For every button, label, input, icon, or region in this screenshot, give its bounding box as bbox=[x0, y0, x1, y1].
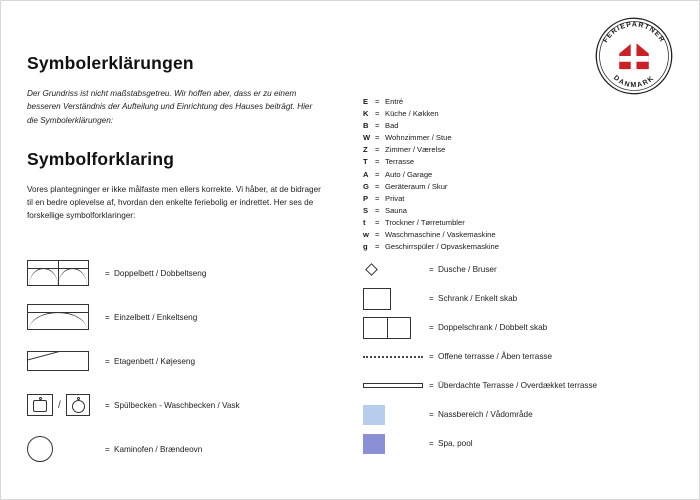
legend-equals: = bbox=[105, 400, 110, 410]
abbreviation-dash: = bbox=[375, 242, 380, 252]
legend-equals: = bbox=[105, 312, 110, 322]
legend-item-bunk-bed bbox=[27, 339, 337, 383]
legend-item-sink bbox=[27, 383, 337, 427]
legend-equals: = bbox=[429, 294, 434, 303]
abbreviation-row bbox=[363, 133, 499, 145]
open-terrace-icon bbox=[363, 356, 429, 358]
abbreviation-dash: = bbox=[375, 157, 380, 167]
abbreviation-key: T bbox=[363, 157, 368, 167]
legend-item-spa-pool bbox=[363, 429, 663, 458]
abbreviation-row bbox=[363, 194, 499, 206]
abbreviation-value: Geschirrspüler / Opvaskemaskine bbox=[385, 242, 499, 252]
stove-icon bbox=[27, 436, 105, 462]
abbreviation-key: E bbox=[363, 97, 369, 106]
abbreviation-value: Zimmer / Værelse bbox=[385, 145, 446, 155]
wet-area-swatch-icon bbox=[363, 405, 429, 425]
abbreviation-key: P bbox=[363, 193, 369, 203]
abbreviation-row bbox=[363, 218, 499, 230]
legend-item-shower bbox=[363, 255, 663, 284]
legend-label: Nassbereich / Vådområde bbox=[438, 410, 533, 419]
abbreviation-dash: = bbox=[375, 193, 380, 203]
abbreviation-row bbox=[363, 145, 499, 157]
abbreviation-dash: = bbox=[375, 133, 380, 143]
legend-item-single-bed bbox=[27, 295, 337, 339]
abbreviation-key: w bbox=[363, 230, 369, 240]
abbreviation-list bbox=[363, 97, 499, 254]
abbreviation-value: Terrasse bbox=[385, 157, 415, 167]
danish-flag-house-icon bbox=[619, 41, 649, 69]
legend-label: Doppelschrank / Dobbelt skab bbox=[438, 323, 548, 332]
legend-equals: = bbox=[429, 381, 434, 390]
abbreviation-value: Wohnzimmer / Stue bbox=[385, 133, 452, 143]
page-title-danish: Symbolforklaring bbox=[27, 148, 175, 169]
logo-stamp-icon bbox=[593, 15, 675, 97]
legend-item-covered-terrace bbox=[363, 371, 663, 400]
legend-label: Kaminofen / Brændeovn bbox=[114, 444, 203, 454]
abbreviation-value: Privat bbox=[385, 193, 405, 203]
feriepartner-logo bbox=[593, 15, 675, 97]
abbreviation-row bbox=[363, 206, 499, 218]
legend-equals: = bbox=[429, 352, 434, 361]
abbreviation-value: Bad bbox=[385, 121, 399, 131]
double-cabinet-icon bbox=[363, 317, 429, 339]
abbreviation-key: S bbox=[363, 205, 369, 215]
legend-item-single-cabinet bbox=[363, 284, 663, 313]
legend-item-double-cabinet bbox=[363, 313, 663, 342]
left-text-column bbox=[27, 53, 327, 223]
shower-diamond-icon bbox=[363, 265, 429, 274]
abbreviation-value: Entré bbox=[385, 97, 404, 106]
legend-label: Spülbecken - Waschbecken / Vask bbox=[114, 400, 240, 410]
legend-item-stove bbox=[27, 427, 337, 471]
abbreviation-key: K bbox=[363, 109, 369, 119]
legend-label: Spa, pool bbox=[438, 439, 473, 448]
abbreviation-dash: = bbox=[375, 109, 380, 119]
legend-equals: = bbox=[429, 410, 434, 419]
abbreviation-key: Z bbox=[363, 145, 368, 155]
covered-terrace-icon bbox=[363, 383, 429, 388]
abbreviation-value: Küche / Køkken bbox=[385, 109, 439, 119]
abbreviation-row bbox=[363, 157, 499, 169]
right-legend-list bbox=[363, 255, 663, 458]
legend-label: Etagenbett / Køjeseng bbox=[114, 356, 196, 366]
legend-equals: = bbox=[429, 265, 434, 274]
sink-icon: / bbox=[27, 394, 105, 416]
abbreviation-key: W bbox=[363, 133, 371, 143]
legend-equals: = bbox=[105, 268, 110, 278]
intro-paragraph-danish: Vores plantegninger er ikke målfaste men ellers korrekte. Vi håber, at de bidrager til en bedre oplevelse af, hvordan den enkelte feriebolig er indrettet. Her ses de forskellige symbolforklaringer: bbox=[27, 184, 321, 221]
abbreviation-key: t bbox=[363, 217, 366, 227]
legend-label: Einzelbett / Enkeltseng bbox=[114, 312, 198, 322]
legend-item-double-bed bbox=[27, 251, 337, 295]
legend-equals: = bbox=[429, 439, 434, 448]
abbreviation-row bbox=[363, 170, 499, 182]
abbreviation-row bbox=[363, 230, 499, 242]
legend-equals: = bbox=[429, 323, 434, 332]
abbreviation-value: Waschmaschine / Vaskemaskine bbox=[385, 230, 496, 240]
abbreviation-row bbox=[363, 182, 499, 194]
legend-equals: = bbox=[105, 356, 110, 366]
abbreviation-key: B bbox=[363, 121, 369, 131]
legend-label: Überdachte Terrasse / Overdækket terrasse bbox=[438, 381, 598, 390]
abbreviation-dash: = bbox=[375, 230, 380, 240]
left-legend-list bbox=[27, 251, 337, 471]
intro-paragraph-german: Der Grundriss ist nicht maßstabsgetreu. Wir hoffen aber, dass er zu einem besseren Verständnis der Aufteilung und Einrichtung des Hauses beiträgt. Hier die Symbolerklärungen: bbox=[27, 89, 313, 125]
abbreviation-value: Trockner / Tørretumbler bbox=[385, 217, 465, 227]
abbreviation-dash: = bbox=[375, 121, 380, 131]
legend-item-wet-area bbox=[363, 400, 663, 429]
abbreviation-key: G bbox=[363, 181, 369, 191]
svg-text:DANMARK: DANMARK bbox=[611, 74, 657, 90]
abbreviation-dash: = bbox=[375, 145, 380, 155]
abbreviation-value: Sauna bbox=[385, 205, 407, 215]
abbreviation-row bbox=[363, 121, 499, 133]
single-cabinet-icon bbox=[363, 288, 429, 310]
abbreviation-key: g bbox=[363, 242, 368, 252]
abbreviation-dash: = bbox=[375, 97, 380, 106]
legend-label: Dusche / Bruser bbox=[438, 265, 497, 274]
legend-label: Offene terrasse / Åben terrasse bbox=[438, 352, 553, 361]
double-bed-icon bbox=[27, 260, 105, 286]
abbreviation-dash: = bbox=[375, 169, 380, 179]
abbreviation-value: Auto / Garage bbox=[385, 169, 433, 179]
abbreviation-dash: = bbox=[375, 181, 380, 191]
abbreviation-dash: = bbox=[375, 205, 380, 215]
spa-pool-swatch-icon bbox=[363, 434, 429, 454]
abbreviation-dash: = bbox=[375, 217, 380, 227]
legend-equals: = bbox=[105, 444, 110, 454]
single-bed-icon bbox=[27, 304, 105, 330]
legend-item-open-terrace bbox=[363, 342, 663, 371]
abbreviation-row bbox=[363, 109, 499, 121]
abbreviation-row bbox=[363, 242, 499, 254]
bunk-bed-icon bbox=[27, 351, 105, 371]
abbreviation-key: A bbox=[363, 169, 369, 179]
svg-text:FERIEPARTNER: FERIEPARTNER bbox=[602, 21, 666, 45]
abbreviation-row bbox=[363, 97, 499, 109]
abbreviation-value: Geräteraum / Skur bbox=[385, 181, 448, 191]
legend-label: Schrank / Enkelt skab bbox=[438, 294, 518, 303]
legend-label: Doppelbett / Dobbeltseng bbox=[114, 268, 207, 278]
page-title-german: Symbolerklärungen bbox=[27, 53, 194, 73]
